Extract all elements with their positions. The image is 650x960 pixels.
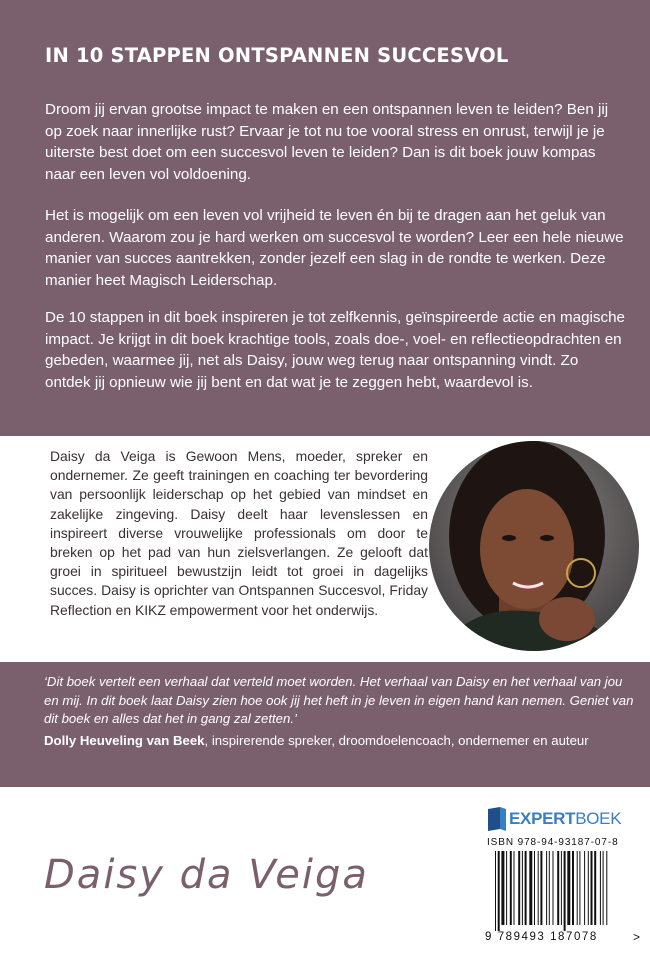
- author-bio: Daisy da Veiga is Gewoon Mens, moeder, spreker en ondernemer. Ze geeft trainingen en coaching ter bevordering van persoonlijk leiderschap op het gebied van mindset en zakelijke zingeving. Daisy deelt haar levenslessen en inspireert diverse vrouwelijke professionals om door te breken op het pad van hun zielsverlangen. Ze gelooft dat groei in spiritueel bewustzijn leidt tot groei in dagelijks succes. Daisy is oprichter van Ontspannen Succesvol, Friday Reflection en KIKZ empowerment voor het onderwijs.: [50, 448, 428, 618]
- publisher-name-bold: EXPERT: [509, 809, 576, 828]
- barcode-icon: [495, 851, 635, 931]
- endorser-role: , inspirerende spreker, droomdoelencoach, ondernemer en auteur: [204, 733, 589, 748]
- isbn-label: ISBN 978-94-93187-07-8: [487, 837, 619, 848]
- book-icon: [486, 806, 508, 832]
- author-photo: [429, 441, 639, 651]
- barcode-arrow: >: [633, 930, 641, 944]
- description-paragraph-1: Droom jij ervan grootse impact te maken en een ontspannen leven te leiden? Ben jij op zoek naar innerlijke rust? Ervaar je tot nu toe vooral stress en onrust, terwijl je je uiterste best doet om een succesvol leven te leiden? Dan is dit boek jouw kompas naar een leven vol voldoening.: [45, 101, 609, 183]
- barcode-digits: 9 789493 187078: [485, 931, 598, 943]
- endorsement-band: [0, 662, 650, 787]
- endorsement-attribution: [44, 732, 644, 751]
- description-paragraph-2: Het is mogelijk om een leven vol vrijheid te leven én bij te dragen aan het geluk van anderen. Waarom zou je hard werken om succesvol te worden? Leer een hele nieuwe manier van succes aantrekken, zonder jezelf een slag in de rondte te werken. Deze manier heet Magisch Leiderschap.: [45, 207, 624, 289]
- publisher-logo: [486, 806, 621, 832]
- publisher-name: [509, 809, 621, 829]
- publisher-name-light: BOEK: [575, 809, 622, 828]
- description-panel: [0, 0, 650, 436]
- endorsement-quote: ‘Dit boek vertelt een verhaal dat verteld moet worden. Het verhaal van Daisy en het verhaal van jou en mij. In dit boek laat Daisy zien hoe ook jij het heft in je leven in eigen hand kan nemen. Geniet van dit boek en alles dat het in gang zal zetten.’: [44, 674, 634, 726]
- cover-title: IN 10 STAPPEN ONTSPANNEN SUCCESVOL: [45, 44, 509, 67]
- endorser-name: Dolly Heuveling van Beek: [44, 733, 205, 748]
- description-paragraph-3: De 10 stappen in dit boek inspireren je tot zelfkennis, geïnspireerde actie en magische impact. Je krijgt in dit boek krachtige tools, zoals doe-, voel- en reflectieopdrachten en gebeden, waarmee jij, net als Daisy, jouw weg terug naar ontspanning vindt. Zo ontdek jij opnieuw wie jij bent en dat wat je te zeggen hebt, waardevol is.: [45, 309, 626, 391]
- author-signature: Daisy da Veiga: [44, 852, 369, 898]
